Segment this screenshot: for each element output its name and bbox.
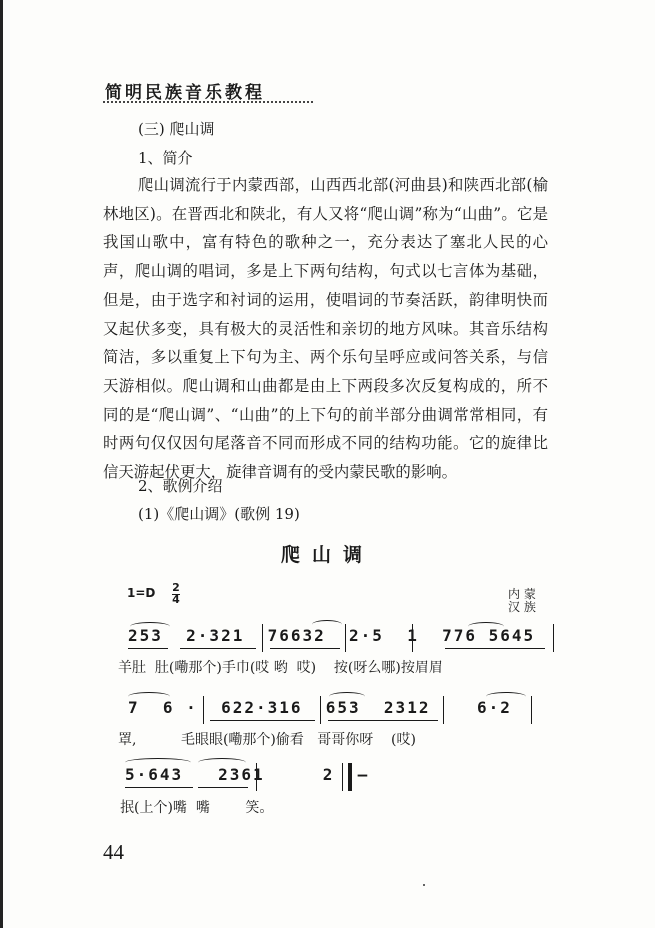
score-title: 爬山调 (280, 544, 374, 566)
time-sig-top: 2 (172, 581, 180, 594)
beam (328, 720, 438, 721)
header-rule (103, 101, 313, 103)
final-barline-thick (348, 763, 352, 791)
paragraph-text: 爬山调流行于内蒙西部，山西西北部(河曲县)和陕西北部(榆林地区)。在晋西北和陕北，有人又将“爬山调”称为“山曲”。它是我国山歌中，富有特色的歌种之一，充分表达了塞北人民的心声，爬山调的唱词，多是上下两句结构，句式以七言体为基础，但是，由于选字和衬词的运用，使唱词的节奏活跃，韵律明快而又起伏多变，具有极大的灵活性和亲切的地方风味。其音乐结构简洁，多以重复上下句为主、两个乐句呈呼应或问答关系，与信天游相似。爬山调和山曲都是由上下两段多次反复构成的，所不同的是“爬山调”、“山曲”的上下句的前半部分曲调常常相同，有时两句仅仅因句尾落音不同而形成不同的结构功能。它的旋律比信天游起伏更大，旋律音调有的受内蒙民歌的影响。 (103, 176, 548, 482)
beam (198, 787, 248, 788)
time-signature (172, 583, 180, 605)
beam (270, 648, 340, 649)
barline (262, 624, 263, 652)
score-origin (508, 588, 536, 614)
beam (445, 648, 545, 649)
score-line-2-notes: 7 6 · 622·316 653 2312 6·2 (128, 698, 512, 717)
barline (345, 624, 346, 652)
origin-line-1: 内 蒙 (508, 587, 536, 601)
score-line-1-lyrics: 羊肚 肚(嘞那个)手巾(哎 哟 哎) 按(呀么哪)按眉眉 (118, 660, 443, 676)
score-line-2-lyrics: 罩, 毛眼眼(嘞那个)偷看 哥哥你呀 (哎) (118, 732, 416, 748)
beam (210, 720, 315, 721)
barline (256, 763, 257, 791)
beam (125, 787, 193, 788)
barline (553, 624, 554, 652)
key-signature: 1=D (127, 586, 156, 600)
barline (443, 696, 444, 724)
intro-paragraph (103, 171, 548, 487)
scan-speck (423, 884, 425, 886)
score-line-3-notes: 5·643 2361 2 — (125, 765, 370, 784)
final-barline (342, 763, 343, 791)
running-title: 简明民族音乐教程 (105, 83, 265, 103)
section-title: (三) 爬山调 (138, 120, 215, 138)
barline (203, 696, 204, 724)
example-heading: 2、歌例介绍 (138, 477, 223, 495)
score-line-3-lyrics: 抿(上个)嘴 嘴 笑。 (120, 800, 274, 816)
example-caption: (1)《爬山调》(歌例 19) (138, 505, 300, 523)
beam (180, 648, 256, 649)
barline (531, 696, 532, 724)
origin-line-2: 汉 族 (508, 600, 536, 614)
page-number: 44 (103, 840, 124, 864)
barline (412, 624, 413, 652)
beam (128, 648, 168, 649)
page-edge (0, 0, 3, 928)
intro-heading: 1、简介 (138, 149, 193, 167)
barline (320, 696, 321, 724)
time-sig-bottom: 4 (172, 593, 180, 606)
score-line-1-notes: 253 2·321 76632 2·5 1 776 5645 (128, 626, 536, 645)
